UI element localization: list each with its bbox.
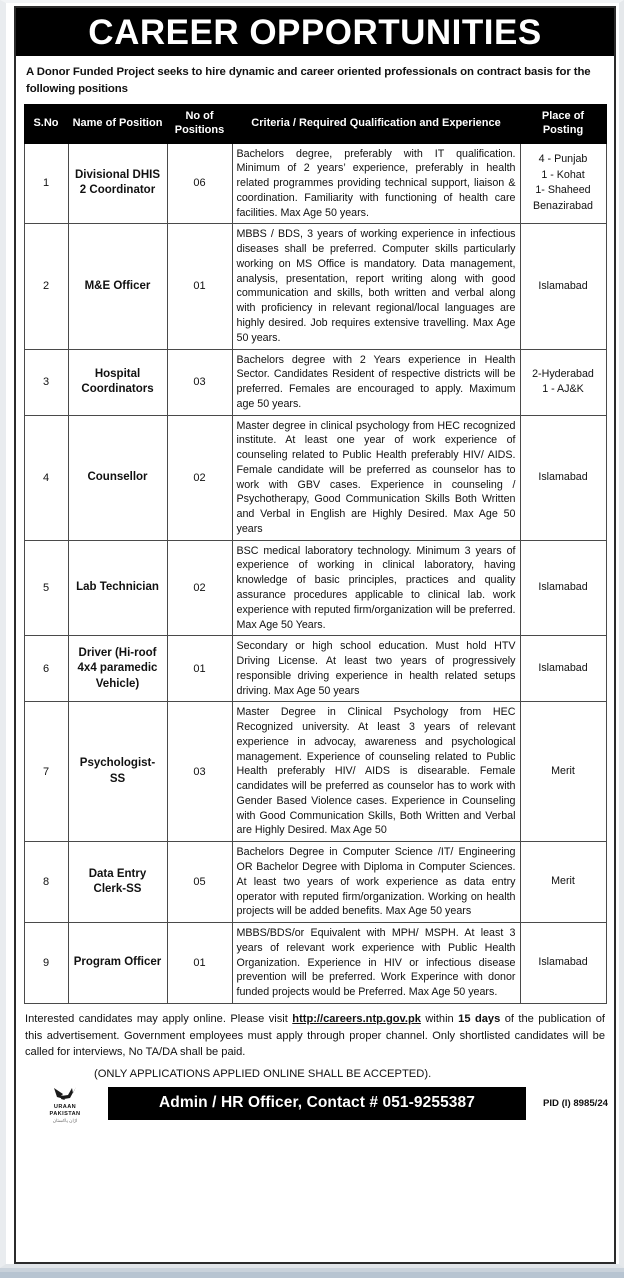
advertisement-border-frame xyxy=(14,6,616,1264)
row-criteria: Secondary or high school education. Must hold HTV Driving License. At least two years of progressively responsible driving experience in health related setups driving. Max Age 50 years xyxy=(232,636,520,702)
row-place: Islamabad xyxy=(520,540,606,636)
table-row xyxy=(24,636,606,702)
row-position: Program Officer xyxy=(68,923,167,1004)
row-positions-count: 01 xyxy=(167,224,232,349)
contact-bar-text: Admin / HR Officer, Contact # 051-9255387 xyxy=(108,1087,526,1120)
table-row xyxy=(24,923,606,1004)
row-positions-count: 01 xyxy=(167,923,232,1004)
deadline-days: 15 days xyxy=(458,1012,501,1025)
row-place: 2-Hyderabad 1 - AJ&K xyxy=(520,349,606,415)
row-positions-count: 03 xyxy=(167,349,232,415)
instructions-text-part2: within xyxy=(420,1012,459,1025)
intro-paragraph: A Donor Funded Project seeks to hire dynamic and career oriented professionals on contract basis for the following positions xyxy=(26,66,591,95)
row-positions-count: 02 xyxy=(167,540,232,636)
row-positions-count: 02 xyxy=(167,415,232,540)
row-positions-count: 05 xyxy=(167,842,232,923)
logo-tagline-text: اڑان پاکستان xyxy=(52,1117,78,1123)
row-sno: 5 xyxy=(24,540,68,636)
table-row xyxy=(24,349,606,415)
application-instructions xyxy=(16,1004,614,1063)
table-row xyxy=(24,842,606,923)
table-row xyxy=(24,143,606,224)
row-criteria: Bachelors Degree in Computer Science /IT/ Engineering OR Bachelor Degree with Diploma in Computer Sciences. At least two years of work experience as data entry operator with reputed firm/organization. Working on health projects will be added benefits. Max Age 50 years xyxy=(232,842,520,923)
page-bottom-strip xyxy=(0,1272,624,1278)
uraan-pakistan-logo xyxy=(22,1085,108,1124)
row-criteria: Master Degree in Clinical Psychology from HEC Recognized university. At least 3 years of relevant experience in advocay, awareness and psychological management. Experience of counseling related to Public Health preferably HIV/ AIDS is disearable. Female candidates will be preferred as counselor has to work with Gender Based Violence cases. Experience in Counseling with Good Communication Skills, Both Written and Verbal are Highly Desired. Max Age 50 xyxy=(232,702,520,842)
row-position: Psychologist-SS xyxy=(68,702,167,842)
table-header-row xyxy=(24,105,606,144)
row-place: Merit xyxy=(520,702,606,842)
row-position: Lab Technician xyxy=(68,540,167,636)
column-header-criteria: Criteria / Required Qualification and Experience xyxy=(232,105,520,144)
row-positions-count: 03 xyxy=(167,702,232,842)
row-place: Islamabad xyxy=(520,415,606,540)
row-sno: 3 xyxy=(24,349,68,415)
row-place: Islamabad xyxy=(520,636,606,702)
row-position: Counsellor xyxy=(68,415,167,540)
row-sno: 9 xyxy=(24,923,68,1004)
row-position: M&E Officer xyxy=(68,224,167,349)
table-row xyxy=(24,224,606,349)
row-criteria: MBBS/BDS/or Equivalent with MPH/ MSPH. At least 3 years of relevant work experience with Public Health Organization. Experience in HIV or infectious disease prevention will be preferred. Work Experince with donor funded projects would be Preferred. Max Age 50 years. xyxy=(232,923,520,1004)
row-place: Islamabad xyxy=(520,923,606,1004)
page-title: CAREER OPPORTUNITIES xyxy=(88,12,542,52)
online-only-note: (ONLY APPLICATIONS APPLIED ONLINE SHALL BE ACCEPTED). xyxy=(94,1067,432,1080)
row-position: Driver (Hi-roof 4x4 paramedic Vehicle) xyxy=(68,636,167,702)
row-sno: 4 xyxy=(24,415,68,540)
careers-portal-link[interactable]: http://careers.ntp.gov.pk xyxy=(292,1012,421,1025)
row-sno: 1 xyxy=(24,143,68,224)
row-position: Hospital Coordinators xyxy=(68,349,167,415)
footer-bar xyxy=(16,1084,614,1124)
row-position: Data Entry Clerk-SS xyxy=(68,842,167,923)
row-sno: 6 xyxy=(24,636,68,702)
table-row xyxy=(24,540,606,636)
logo-name-text: URAAN PAKISTAN xyxy=(49,1103,81,1117)
row-criteria: MBBS / BDS, 3 years of working experience in infectious diseases shall be preferred. Computer skills particularly working on MS Office is mandatory. Data management, analysis, presentation, report writing along with good communication and skills, both written and verbal along with proficiency in relevant regional/local languages are highly desired. Job requires extensive travelling. Max Age 50 years. xyxy=(232,224,520,349)
jobs-table xyxy=(24,104,607,1004)
row-criteria: BSC medical laboratory technology. Minimum 3 years of experience of working in clinical laboratory, having knowledge of basic principles, practices and quality assurance procedures applicable to clinical lab. work experience with reputed firm/organization will be preferred. Max Age 50 Years. xyxy=(232,540,520,636)
row-sno: 2 xyxy=(24,224,68,349)
column-header-sno: S.No xyxy=(24,105,68,144)
column-header-positions-count: No of Positions xyxy=(167,105,232,144)
row-place: Merit xyxy=(520,842,606,923)
column-header-place: Place of Posting xyxy=(520,105,606,144)
row-criteria: Master degree in clinical psychology from HEC recognized institute. At least one year of work experience of counseling related to Public Health preferably HIV/ AIDS. Female candidate will be preferred as counselor has to work with GBV cases. Experience in counseling / Psychotherapy, Good Communication Skills Both Written and Verbal in English are Highly Desired. Max Age 50 years xyxy=(232,415,520,540)
row-place: 4 - Punjab 1 - Kohat 1- Shaheed Benazirabad xyxy=(520,143,606,224)
column-header-position: Name of Position xyxy=(68,105,167,144)
row-positions-count: 01 xyxy=(167,636,232,702)
row-criteria: Bachelors degree, preferably with IT qualification. Minimum of 2 years’ experience, preferably in health related programmes providing technical support, liaison & coordination. Familiarity with functioning of health care facilities. Max Age 50 years. xyxy=(232,143,520,224)
table-row xyxy=(24,415,606,540)
row-position: Divisional DHIS 2 Coordinator xyxy=(68,143,167,224)
instructions-text-part1: Interested candidates may apply online. Please visit xyxy=(25,1012,293,1025)
instructions-text-part3: of the publication of this advertisement. Government employees must apply through proper channel. Only shortlisted candidates will be called for interviews, No TA/DA shall be paid. xyxy=(25,1012,605,1059)
bird-icon xyxy=(52,1085,78,1102)
row-sno: 7 xyxy=(24,702,68,842)
row-positions-count: 06 xyxy=(167,143,232,224)
pid-number: PID (I) 8985/24 xyxy=(542,1098,608,1110)
jobs-table-body xyxy=(24,143,606,1003)
row-place: Islamabad xyxy=(520,224,606,349)
page-title-band xyxy=(16,8,614,56)
row-criteria: Bachelors degree with 2 Years experience in Health Sector. Candidates Resident of respective districts will be preferred. Females are encouraged to apply. Maximum age 50 years. xyxy=(232,349,520,415)
row-sno: 8 xyxy=(24,842,68,923)
table-row xyxy=(24,702,606,842)
